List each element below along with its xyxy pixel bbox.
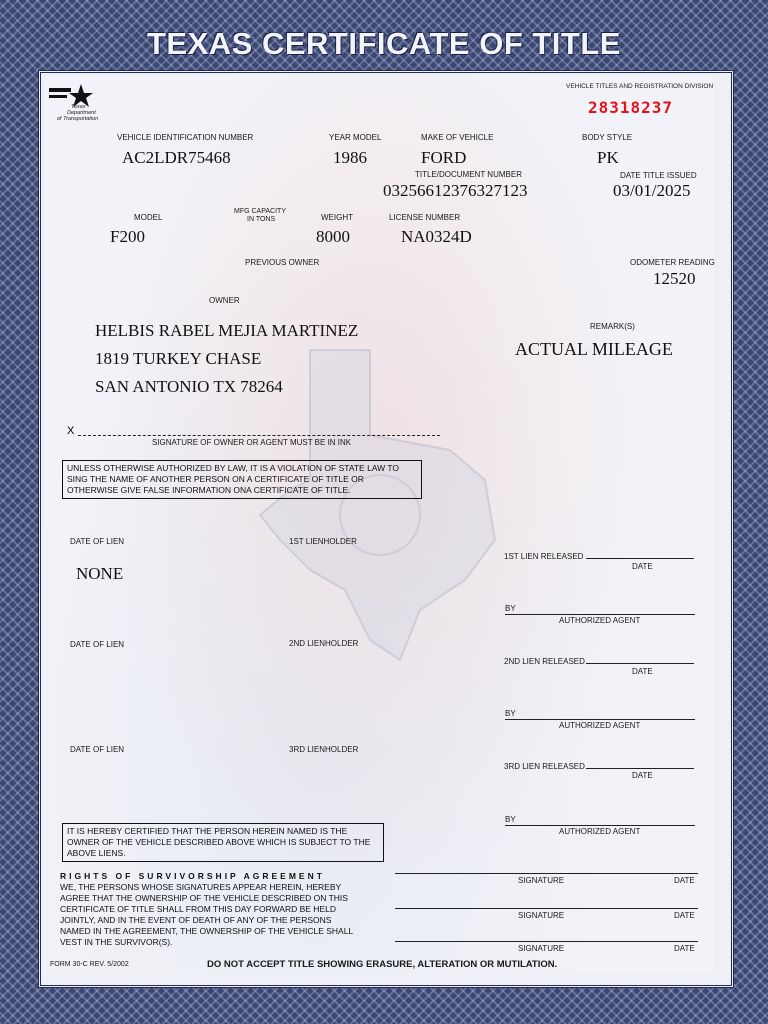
lien-3-agent-label: AUTHORIZED AGENT: [559, 827, 641, 836]
year-value: 1986: [333, 148, 367, 167]
survivorship-date-label-2: DATE: [674, 911, 695, 920]
owner-name: HELBIS RABEL MEJIA MARTINEZ: [95, 321, 359, 340]
lien-1-agent-line[interactable]: [505, 614, 695, 615]
body-style-label: BODY STYLE: [582, 133, 633, 142]
owner-label: OWNER: [209, 296, 240, 305]
owner-address-1: 1819 TURKEY CHASE: [95, 349, 262, 368]
lien-3-date-label: DATE: [632, 771, 653, 780]
lien-2-agent-label: AUTHORIZED AGENT: [559, 721, 641, 730]
division-label: VEHICLE TITLES AND REGISTRATION DIVISION: [566, 83, 714, 90]
model-value: F200: [110, 227, 145, 246]
year-label: YEAR MODEL: [329, 133, 382, 142]
lien-3-by-label: BY: [505, 815, 516, 824]
logo-line-1: Texas: [71, 104, 86, 110]
txdot-logo: [49, 82, 103, 122]
form-number: FORM 30-C REV. 5/2002: [50, 961, 129, 968]
certification-box: IT IS HEREBY CERTIFIED THAT THE PERSON HEREIN NAMED IS THE OWNER OF THE VEHICLE DESCRIBED ABOVE WHICH IS SUBJECT TO THE ABOVE LIENS.: [62, 823, 384, 862]
model-label: MODEL: [134, 213, 163, 222]
date-issued-value: 03/01/2025: [613, 181, 691, 200]
capacity-label-2: IN TONS: [247, 216, 276, 223]
survivorship-section: [60, 871, 355, 948]
survivorship-signature-line-1[interactable]: [395, 873, 698, 874]
signature-x: X: [67, 425, 75, 437]
lienholder-1-value: NONE: [76, 564, 124, 583]
survivorship-text: WE, THE PERSONS WHOSE SIGNATURES APPEAR HEREIN, HEREBY AGREE THAT THE OWNERSHIP OF THE VEHICLE DESCRIBED ON THIS CERTIFICATE OF TITLE SHALL FROM THIS DAY FORWARD BE HELD JOINTLY, AND IN THE EVENT OF DEATH OF ANY OF THE PERSONS NAMED IN THE AGREEMENT, THE OWNERSHIP OF THE VEHICLE SHALL VEST IN THE SURVIVOR(S).: [60, 882, 353, 947]
lienholder-2-label: 2ND LIENHOLDER: [289, 639, 359, 648]
lien-1-date-label: DATE: [632, 562, 653, 571]
footer-notice: DO NOT ACCEPT TITLE SHOWING ERASURE, ALTERATION OR MUTILATION.: [207, 959, 558, 970]
date-of-lien-1-label: DATE OF LIEN: [70, 537, 125, 546]
lien-1-released-date-line[interactable]: [586, 558, 694, 559]
owner-address-2: SAN ANTONIO TX 78264: [95, 377, 283, 396]
remarks-value: ACTUAL MILEAGE: [515, 339, 673, 359]
survivorship-date-label-1: DATE: [674, 876, 695, 885]
logo-line-2: Department: [67, 110, 96, 116]
lienholder-3-label: 3RD LIENHOLDER: [289, 745, 359, 754]
survivorship-signature-line-3[interactable]: [395, 941, 698, 942]
serial-number: 28318237: [588, 98, 674, 117]
date-issued-label: DATE TITLE ISSUED: [620, 171, 697, 180]
lien-2-released-date-line[interactable]: [586, 663, 694, 664]
license-value: NA0324D: [401, 227, 472, 246]
vin-value: AC2LDR75468: [122, 148, 231, 167]
odometer-value: 12520: [653, 269, 696, 288]
title-doc-label: TITLE/DOCUMENT NUMBER: [415, 170, 522, 179]
texas-watermark-icon: [250, 340, 510, 670]
odometer-label: ODOMETER READING: [630, 258, 715, 267]
logo-line-3: of Transportation: [57, 116, 99, 122]
lien-2-released-label: 2ND LIEN RELEASED: [504, 657, 585, 666]
remarks-label: REMARK(S): [590, 322, 635, 331]
survivorship-signature-label-3: SIGNATURE: [518, 944, 565, 953]
previous-owner-label: PREVIOUS OWNER: [245, 258, 320, 267]
lien-2-agent-line[interactable]: [505, 719, 695, 720]
lien-1-by-label: BY: [505, 604, 516, 613]
make-label: MAKE OF VEHICLE: [421, 133, 494, 142]
capacity-label-1: MFG CAPACITY: [234, 208, 286, 215]
lien-3-agent-line[interactable]: [505, 825, 695, 826]
survivorship-date-label-3: DATE: [674, 944, 695, 953]
survivorship-title: RIGHTS OF SURVIVORSHIP AGREEMENT: [60, 871, 325, 881]
certificate-title: TEXAS CERTIFICATE OF TITLE: [147, 26, 621, 61]
body-style-value: PK: [597, 148, 619, 167]
make-value: FORD: [421, 148, 467, 167]
date-of-lien-3-label: DATE OF LIEN: [70, 745, 125, 754]
date-of-lien-2-label: DATE OF LIEN: [70, 640, 125, 649]
lien-3-released-date-line[interactable]: [586, 768, 694, 769]
survivorship-signature-line-2[interactable]: [395, 908, 698, 909]
signature-label: SIGNATURE OF OWNER OR AGENT MUST BE IN INK: [152, 438, 352, 447]
license-label: LICENSE NUMBER: [389, 213, 461, 222]
vin-label: VEHICLE IDENTIFICATION NUMBER: [117, 133, 254, 142]
lien-2-by-label: BY: [505, 709, 516, 718]
survivorship-signature-label-2: SIGNATURE: [518, 911, 565, 920]
lien-2-date-label: DATE: [632, 667, 653, 676]
lien-1-agent-label: AUTHORIZED AGENT: [559, 616, 641, 625]
warning-box: UNLESS OTHERWISE AUTHORIZED BY LAW, IT IS A VIOLATION OF STATE LAW TO SING THE NAME OF ANOTHER PERSON ON A CERTIFICATE OF TITLE OR OTHERWISE GIVE FALSE INFORMATION ONA CERTIFICATE OF TITLE.: [62, 460, 422, 499]
survivorship-signature-label-1: SIGNATURE: [518, 876, 565, 885]
weight-label: WEIGHT: [321, 213, 353, 222]
lien-1-released-label: 1ST LIEN RELEASED: [504, 552, 584, 561]
owner-signature-line[interactable]: [78, 435, 440, 436]
lien-3-released-label: 3RD LIEN RELEASED: [504, 762, 585, 771]
lienholder-1-label: 1ST LIENHOLDER: [289, 537, 357, 546]
title-doc-value: 03256612376327123: [383, 181, 528, 200]
weight-value: 8000: [316, 227, 350, 246]
